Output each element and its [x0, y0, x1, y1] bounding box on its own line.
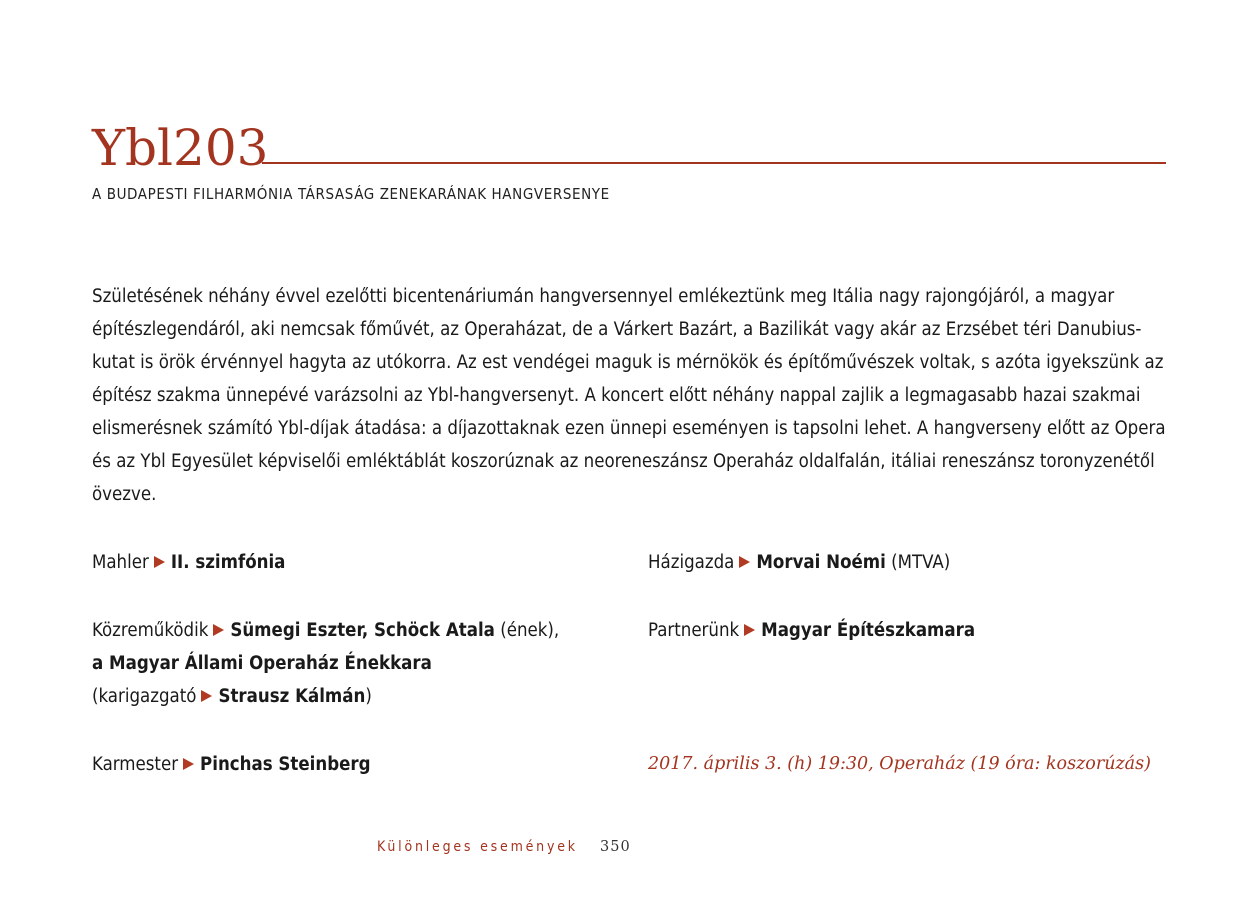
choirmaster-label: (karigazgató — [92, 686, 197, 707]
host-line — [648, 546, 950, 579]
choirmaster-name: Strausz Kálmán — [218, 686, 366, 707]
performers-label: Közreműködik — [92, 620, 209, 641]
title-divider — [262, 162, 1166, 164]
intro-paragraph: Születésének néhány évvel ezelőtti bicentenáriumán hangversennyel emlékeztünk meg Itália nagy rajongójáról, a magyar építészlegendáról, aki nemcsak főművét, az Operaházat, de a Várkert Bazárt, a Bazilikát vagy akár az Erzsébet téri Danubius-kutat is örök érvénnyel hagyta az utókorra. Az est vendégei maguk is mérnökök és építőművészek voltak, s azóta igyekszünk az építész szakma ünnepévé varázsolni az Ybl-hangversenyt. A koncert előtt néhány nappal zajlik a legmagasabb hazai szakmai elismerésnek számító Ybl-díjak átadása: a díjazottaknak ezen ünnepi eseményen is tapsolni lehet. A hangverseny előtt az Opera és az Ybl Egyesület képviselői emléktáblát koszorúznak az neoreneszánsz Operaház oldalfalán, itáliai reneszánsz toronyzenétől övezve. — [92, 286, 1166, 505]
conductor-name: Pinchas Steinberg — [200, 754, 371, 775]
triangle-bullet-icon — [744, 624, 755, 636]
triangle-bullet-icon — [154, 556, 165, 568]
choirmaster-close: ) — [365, 686, 372, 707]
host-name: Morvai Noémi — [756, 552, 886, 573]
host-org: (MTVA) — [891, 552, 951, 573]
triangle-bullet-icon — [201, 690, 212, 702]
performers-block — [92, 614, 559, 713]
choir: a Magyar Állami Operaház Énekkara — [92, 653, 432, 674]
partner-label: Partnerünk — [648, 620, 740, 641]
soloists: Sümegi Eszter, Schöck Atala — [230, 620, 495, 641]
page-number: 350 — [600, 839, 631, 855]
intro-text — [92, 280, 1168, 511]
composer: Mahler — [92, 552, 149, 573]
soloists-role: (ének), — [500, 620, 560, 641]
triangle-bullet-icon — [213, 624, 224, 636]
partner-line — [648, 614, 975, 647]
triangle-bullet-icon — [739, 556, 750, 568]
host-label: Házigazda — [648, 552, 735, 573]
partner-name: Magyar Építészkamara — [761, 620, 976, 641]
footer-section: Különleges események — [377, 839, 578, 855]
conductor-line — [92, 748, 371, 781]
conductor-label: Karmester — [92, 754, 179, 775]
page-subtitle: A BUDAPESTI FILHARMÓNIA TÁRSASÁG ZENEKARÁNAK HANGVERSENYE — [92, 185, 610, 203]
triangle-bullet-icon — [183, 758, 194, 770]
program-line — [92, 546, 285, 579]
event-date: 2017. április 3. (h) 19:30, Operaház (19 óra: koszorúzás) — [648, 754, 1151, 774]
page-title: Ybl203 — [92, 119, 269, 177]
work-title: II. szimfónia — [170, 552, 286, 573]
